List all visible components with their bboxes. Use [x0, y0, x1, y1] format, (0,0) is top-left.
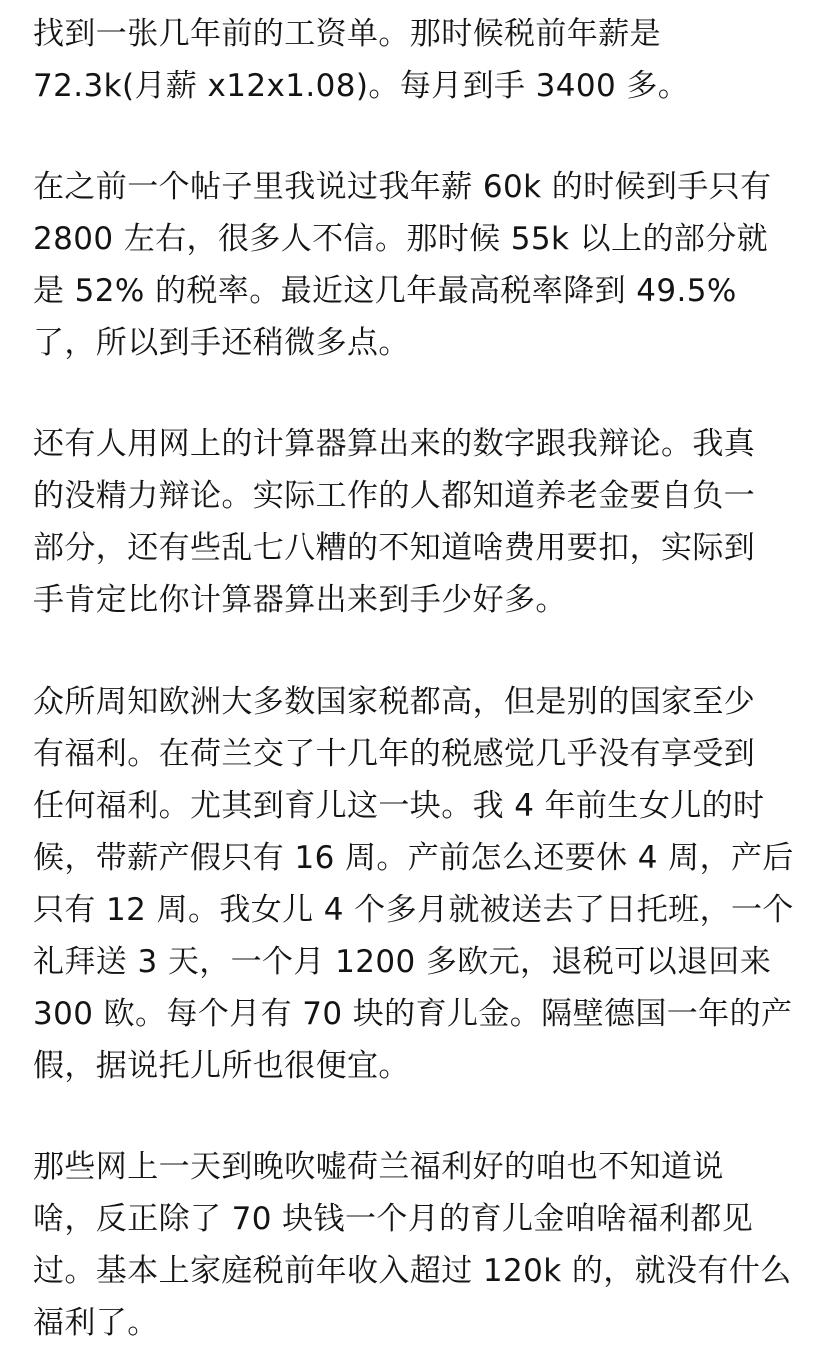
post-line: 2800 左右，很多人不信。那时候 55k 以上的部分就	[33, 221, 769, 257]
post-line: 福利了。	[33, 1305, 159, 1341]
post-line: 任何福利。尤其到育儿这一块。我 4 年前生女儿的时	[33, 788, 765, 824]
post-line: 是 52% 的税率。最近这几年最高税率降到 49.5%	[33, 273, 737, 309]
post-line: 300 欧。每个月有 70 块的育儿金。隔壁德国一年的产	[33, 996, 793, 1032]
post-line: 在之前一个帖子里我说过我年薪 60k 的时候到手只有	[33, 169, 772, 205]
post-line: 有福利。在荷兰交了十几年的税感觉几乎没有享受到	[33, 736, 756, 772]
post-line: 手肯定比你计算器算出来到手少好多。	[33, 582, 567, 618]
post-line: 只有 12 周。我女儿 4 个多月就被送去了日托班，一个	[33, 892, 794, 928]
post-line: 礼拜送 3 天，一个月 1200 多欧元，退税可以退回来	[33, 944, 772, 980]
post-line: 找到一张几年前的工资单。那时候税前年薪是	[33, 16, 661, 52]
post-line: 众所周知欧洲大多数国家税都高，但是别的国家至少	[33, 684, 756, 720]
post-line: 那些网上一天到晚吹嘘荷兰福利好的咱也不知道说	[33, 1149, 724, 1185]
post-line: 啥，反正除了 70 块钱一个月的育儿金咱啥福利都见	[33, 1201, 754, 1237]
post-line: 假，据说托儿所也很便宜。	[33, 1048, 410, 1084]
post-line: 72.3k(月薪 x12x1.08)。每月到手 3400 多。	[33, 68, 690, 104]
post-line: 的没精力辩论。实际工作的人都知道养老金要自负一	[33, 478, 756, 514]
post-line: 还有人用网上的计算器算出来的数字跟我辩论。我真	[33, 426, 756, 462]
post-line: 候，带薪产假只有 16 周。产前怎么还要休 4 周，产后	[33, 840, 794, 876]
post-line: 过。基本上家庭税前年收入超过 120k 的，就没有什么	[33, 1253, 792, 1289]
post-line: 部分，还有些乱七八糟的不知道啥费用要扣，实际到	[33, 530, 756, 566]
post-line: 了，所以到手还稍微多点。	[33, 325, 410, 361]
